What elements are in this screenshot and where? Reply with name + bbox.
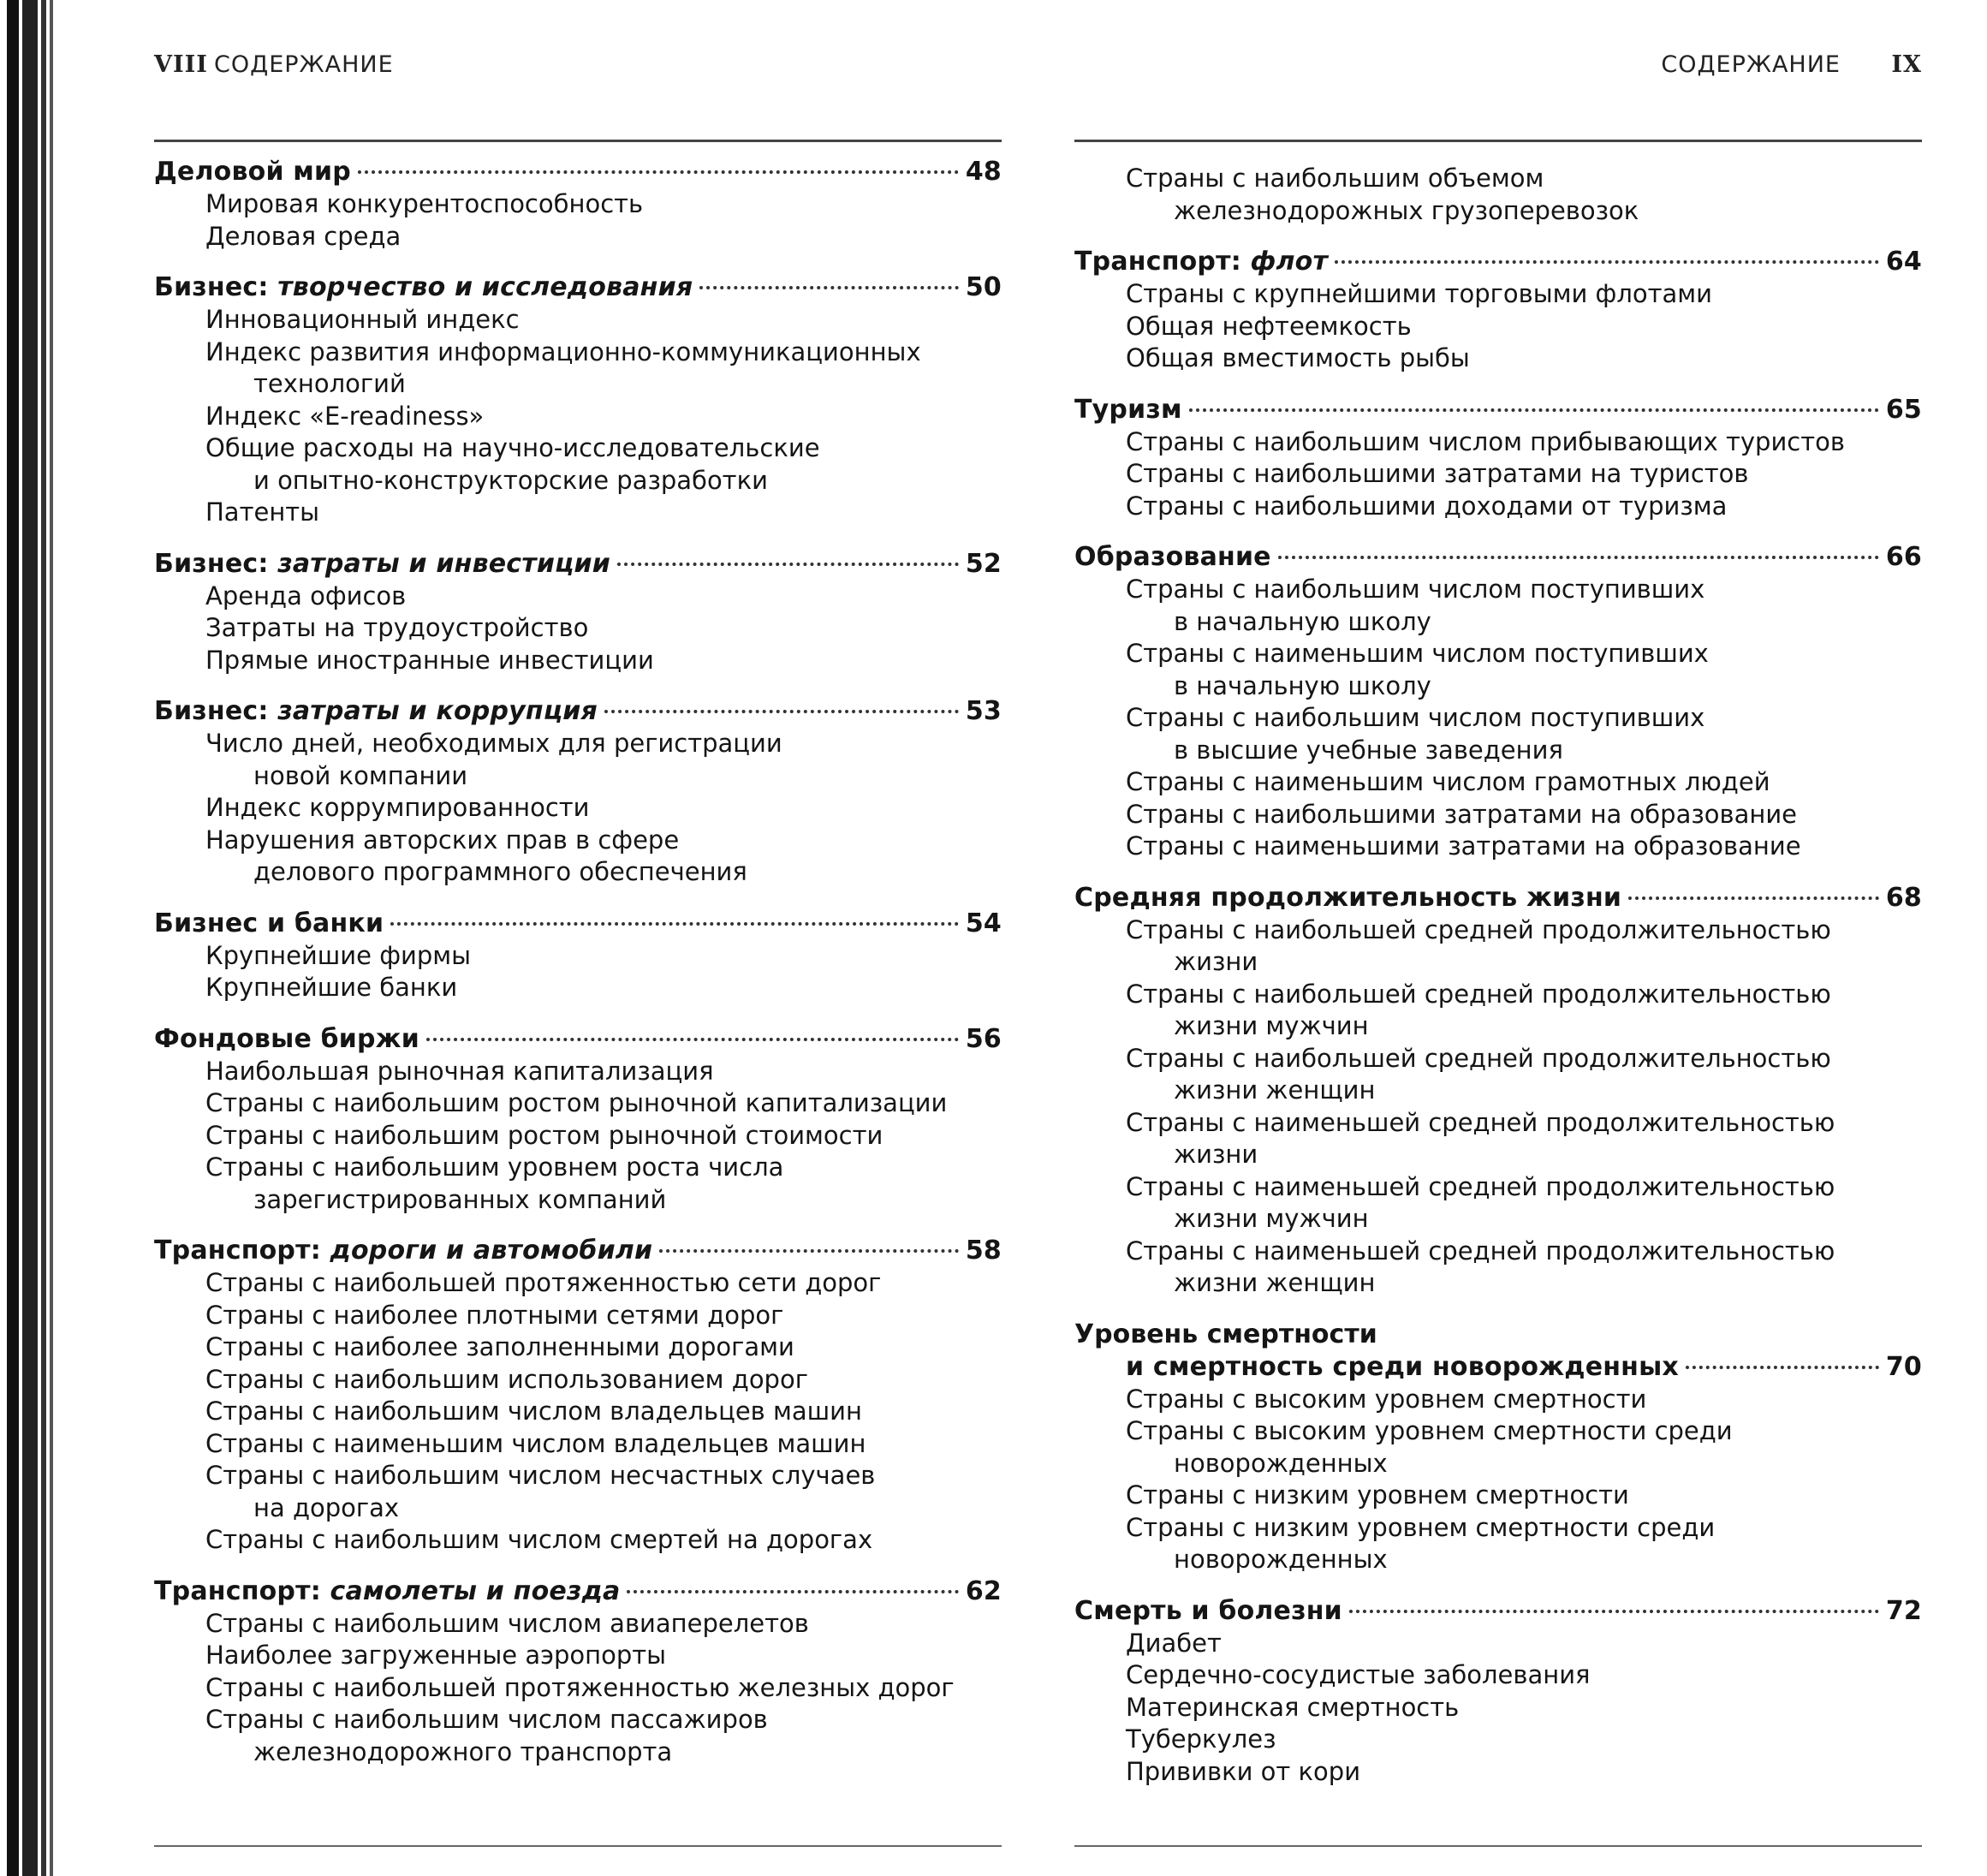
item-line: Наибольшая рыночная капитализация bbox=[205, 1056, 714, 1086]
item-line: зарегистрированных компаний bbox=[253, 1184, 667, 1214]
item-line: Индекс развития информационно-коммуникационных bbox=[205, 336, 921, 366]
page-ref: 62 bbox=[965, 1575, 1002, 1606]
toc-item bbox=[205, 1152, 1002, 1216]
section-items bbox=[1074, 1628, 1922, 1789]
section-title bbox=[154, 1575, 1002, 1608]
toc-item bbox=[1126, 491, 1922, 523]
toc-item bbox=[205, 792, 1002, 825]
toc-section bbox=[1074, 1319, 1922, 1576]
section-title-text bbox=[154, 271, 693, 304]
item-line: Страны с наименьшим числом грамотных людей bbox=[1126, 767, 1770, 796]
section-title-line: Уровень смертности bbox=[1074, 1319, 1377, 1349]
dot-leader bbox=[1278, 556, 1879, 559]
section-title-main: Смерть и болезни bbox=[1074, 1595, 1342, 1626]
item-line: Общая вместимость рыбы bbox=[1126, 343, 1470, 372]
item-line: технологий bbox=[253, 369, 406, 398]
item-line: в начальную школу bbox=[1174, 606, 1431, 636]
section-title bbox=[1074, 1351, 1922, 1384]
section-title-main: Транспорт: bbox=[1074, 247, 1251, 277]
item-line: Страны с наибольшим ростом рыночной капитализации bbox=[205, 1088, 948, 1117]
toc-item bbox=[205, 304, 1002, 336]
item-line: Число дней, необходимых для регистрации bbox=[205, 729, 782, 758]
section-title bbox=[1074, 246, 1922, 278]
page-ref: 54 bbox=[965, 908, 1002, 938]
toc-item bbox=[1126, 766, 1922, 799]
toc-item bbox=[1126, 1512, 1922, 1576]
page-ref: 66 bbox=[1885, 542, 1922, 572]
section-title-main: Образование bbox=[1074, 542, 1271, 572]
item-line: Страны с наибольшим числом авиаперелетов bbox=[205, 1608, 809, 1638]
page-ref: 56 bbox=[965, 1023, 1002, 1054]
dot-leader bbox=[604, 710, 959, 713]
item-line: Страны с высоким уровнем смертности среди bbox=[1126, 1416, 1733, 1445]
item-line: Страны с высоким уровнем смертности bbox=[1126, 1384, 1647, 1414]
toc-item bbox=[205, 1300, 1002, 1332]
toc-item bbox=[1126, 278, 1922, 311]
toc-section bbox=[1074, 541, 1922, 863]
section-title-italic: творчество и исследования bbox=[277, 272, 693, 302]
dot-leader bbox=[627, 1590, 958, 1593]
page-ref: 48 bbox=[965, 157, 1002, 187]
item-line: Страны с наибольшим числом несчастных случаев bbox=[205, 1461, 876, 1490]
toc-section bbox=[154, 695, 1002, 889]
toc-section bbox=[154, 1575, 1002, 1769]
section-title-main: и смертность среди новорожденных bbox=[1126, 1351, 1679, 1382]
toc-item bbox=[205, 1428, 1002, 1461]
toc-item bbox=[1126, 1043, 1922, 1107]
bottom-rule bbox=[1074, 1845, 1922, 1847]
item-line: Наиболее загруженные аэропорты bbox=[205, 1641, 667, 1670]
continued-item bbox=[1074, 163, 1922, 227]
section-title-text bbox=[1126, 1351, 1679, 1384]
item-line: Затраты на трудоустройство bbox=[205, 613, 589, 642]
book-binding bbox=[0, 0, 62, 1876]
page-ref: 58 bbox=[965, 1236, 1002, 1266]
item-line: в начальную школу bbox=[1174, 670, 1431, 700]
toc-section bbox=[1074, 246, 1922, 375]
toc-item bbox=[1126, 638, 1922, 702]
section-title-main: Бизнес и банки bbox=[154, 908, 384, 938]
section-title-text bbox=[1074, 394, 1182, 426]
toc-item bbox=[1126, 1692, 1922, 1724]
section-title-text bbox=[154, 156, 351, 188]
running-header: СОДЕРЖАНИЕ bbox=[1661, 51, 1841, 78]
item-line: Диабет bbox=[1126, 1628, 1222, 1658]
section-title-main: Средняя продолжительность жизни bbox=[1074, 882, 1622, 913]
toc-item bbox=[1126, 799, 1922, 831]
item-line: Страны с наименьшим числом поступивших bbox=[1126, 639, 1709, 668]
item-line: Страны с наибольшими доходами от туризма bbox=[1126, 491, 1728, 521]
page-ref: 64 bbox=[1885, 247, 1922, 277]
toc-item bbox=[205, 188, 1002, 221]
dot-leader bbox=[1189, 408, 1879, 412]
item-line: Страны с крупнейшими торговыми флотами bbox=[1126, 279, 1712, 308]
item-line: новой компании bbox=[253, 760, 468, 790]
section-items bbox=[1074, 278, 1922, 375]
item-line: Общие расходы на научно-исследовательские bbox=[205, 433, 820, 462]
item-line: Страны с наиболее плотными сетями дорог bbox=[205, 1300, 784, 1330]
toc-item bbox=[205, 645, 1002, 677]
item-line: Материнская смертность bbox=[1126, 1692, 1460, 1722]
item-line: Сердечно-сосудистые заболевания bbox=[1126, 1660, 1591, 1689]
toc-item bbox=[1126, 1384, 1922, 1416]
toc-item bbox=[205, 1056, 1002, 1088]
item-line: Прямые иностранные инвестиции bbox=[205, 645, 654, 675]
item-line: Страны с наибольшим использованием дорог bbox=[205, 1364, 808, 1394]
page-ref: 65 bbox=[1885, 394, 1922, 425]
item-line: жизни мужчин bbox=[1174, 1011, 1369, 1040]
item-line: Страны с низким уровнем смертности среди bbox=[1126, 1512, 1716, 1542]
item-line: Страны с наиболее заполненными дорогами bbox=[205, 1332, 794, 1361]
toc-section bbox=[154, 1235, 1002, 1557]
page-ref: 53 bbox=[965, 696, 1002, 726]
toc-item bbox=[205, 1640, 1002, 1672]
section-title bbox=[154, 1235, 1002, 1267]
section-items bbox=[154, 1608, 1002, 1769]
item-line: Страны с наибольшим числом смертей на дорогах bbox=[205, 1525, 873, 1554]
item-line: Страны с наибольшим ростом рыночной стоимости bbox=[205, 1120, 883, 1150]
section-title-main: Транспорт: bbox=[154, 1236, 330, 1266]
toc-item bbox=[1126, 1236, 1922, 1300]
section-title bbox=[154, 1023, 1002, 1056]
item-line: Страны с наибольшей протяженностью сети дорог bbox=[205, 1268, 882, 1297]
toc-item bbox=[205, 1331, 1002, 1364]
section-title-italic: флот bbox=[1250, 247, 1329, 277]
section-title-main: Бизнес: bbox=[154, 696, 278, 726]
toc-item bbox=[1126, 914, 1922, 979]
item-line: Аренда офисов bbox=[205, 581, 407, 610]
item-line: жизни bbox=[1174, 947, 1258, 976]
section-items bbox=[154, 581, 1002, 677]
item-line: железнодорожных грузоперевозок bbox=[1174, 195, 1639, 225]
section-items bbox=[154, 1056, 1002, 1217]
toc-section bbox=[154, 271, 1002, 529]
toc-item bbox=[1126, 1724, 1922, 1756]
top-rule bbox=[1074, 140, 1922, 142]
section-title bbox=[1074, 882, 1922, 914]
item-line: Деловая среда bbox=[205, 221, 402, 251]
item-line: Страны с наибольшими затратами на туристов bbox=[1126, 459, 1749, 488]
section-title-main: Деловой мир bbox=[154, 157, 351, 187]
page-ref: 72 bbox=[1885, 1595, 1922, 1626]
toc-item bbox=[205, 1672, 1002, 1705]
dot-leader bbox=[659, 1249, 959, 1253]
toc-item bbox=[205, 497, 1002, 529]
item-line: Общая нефтеемкость bbox=[1126, 311, 1412, 341]
toc-item bbox=[1126, 1756, 1922, 1789]
item-line: Страны с наименьшей средней продолжительностью bbox=[1126, 1171, 1835, 1201]
item-line: новорожденных bbox=[1174, 1448, 1388, 1478]
section-title bbox=[1074, 394, 1922, 426]
item-line: жизни мужчин bbox=[1174, 1204, 1369, 1233]
toc-section bbox=[1074, 882, 1922, 1300]
item-line: Страны с наибольшей средней продолжительностью bbox=[1126, 914, 1831, 944]
right-page-header bbox=[1074, 51, 1922, 86]
dot-leader bbox=[617, 563, 959, 566]
toc-item bbox=[1126, 311, 1922, 343]
item-line: Страны с наибольшим уровнем роста числа bbox=[205, 1152, 784, 1182]
toc-item bbox=[205, 432, 1002, 497]
section-title-text bbox=[1074, 541, 1271, 574]
item-line: Прививки от кори bbox=[1126, 1756, 1361, 1786]
toc-section bbox=[154, 548, 1002, 677]
section-title-text bbox=[1074, 882, 1621, 914]
section-title-text bbox=[154, 548, 610, 581]
right-page bbox=[1074, 0, 1922, 1876]
page-ref: 52 bbox=[965, 548, 1002, 579]
item-line: Страны с наименьшим числом владельцев машин bbox=[205, 1428, 866, 1458]
item-line: жизни женщин bbox=[1174, 1268, 1376, 1297]
section-title-text bbox=[1074, 246, 1328, 278]
toc-right bbox=[1074, 163, 1922, 1807]
toc-item bbox=[205, 1460, 1002, 1524]
section-items bbox=[1074, 574, 1922, 863]
toc-item bbox=[1126, 426, 1922, 459]
section-items bbox=[154, 1267, 1002, 1557]
item-line: Страны с низким уровнем смертности bbox=[1126, 1480, 1629, 1510]
item-line: новорожденных bbox=[1174, 1545, 1388, 1574]
toc-item bbox=[205, 1396, 1002, 1428]
toc-left bbox=[154, 156, 1002, 1787]
dot-leader bbox=[1349, 1610, 1879, 1613]
item-line: Страны с наибольшим объемом bbox=[1126, 164, 1544, 193]
toc-item bbox=[1126, 979, 1922, 1043]
section-title-main: Бизнес: bbox=[154, 548, 278, 579]
toc-section bbox=[1074, 1595, 1922, 1789]
top-rule bbox=[154, 140, 1002, 142]
item-line: Индекс «E-readiness» bbox=[205, 401, 485, 431]
section-title bbox=[1074, 541, 1922, 574]
item-line: Патенты bbox=[205, 497, 320, 527]
item-line: Страны с наибольшим числом пассажиров bbox=[205, 1705, 768, 1734]
page-ref: 68 bbox=[1885, 882, 1922, 913]
section-title bbox=[154, 271, 1002, 304]
section-title-text bbox=[154, 1235, 652, 1267]
section-items bbox=[1074, 1384, 1922, 1576]
toc-item bbox=[1126, 1659, 1922, 1692]
item-line: Страны с наибольшей протяженностью железных дорог bbox=[205, 1672, 955, 1702]
toc-item bbox=[205, 1608, 1002, 1641]
toc-section bbox=[154, 908, 1002, 1004]
dot-leader bbox=[358, 170, 959, 174]
item-line: Индекс коррумпированности bbox=[205, 793, 590, 822]
toc-item bbox=[205, 336, 1002, 401]
toc-item bbox=[1126, 1628, 1922, 1660]
item-line: Страны с наибольшими затратами на образование bbox=[1126, 799, 1798, 829]
item-line: Страны с наименьшей средней продолжительностью bbox=[1126, 1236, 1835, 1266]
toc-item bbox=[1126, 702, 1922, 766]
toc-item bbox=[205, 1087, 1002, 1120]
dot-leader bbox=[1628, 896, 1879, 900]
section-title bbox=[1074, 1595, 1922, 1628]
item-line: железнодорожного транспорта bbox=[253, 1736, 673, 1766]
toc-item bbox=[205, 1120, 1002, 1152]
toc-item bbox=[205, 581, 1002, 613]
item-line: в высшие учебные заведения bbox=[1174, 735, 1563, 765]
toc-item bbox=[205, 972, 1002, 1004]
dot-leader bbox=[390, 922, 959, 926]
page-number: VIII bbox=[154, 51, 208, 78]
section-title-text bbox=[154, 695, 598, 728]
running-header: СОДЕРЖАНИЕ bbox=[214, 51, 394, 78]
dot-leader bbox=[1335, 260, 1879, 264]
bottom-rule bbox=[154, 1845, 1002, 1847]
item-line: Страны с наибольшим числом поступивших bbox=[1126, 703, 1705, 732]
item-line: Страны с наибольшим числом поступивших bbox=[1126, 575, 1705, 604]
item-line: Крупнейшие фирмы bbox=[205, 940, 472, 970]
toc-item bbox=[1126, 1480, 1922, 1512]
toc-item bbox=[1126, 458, 1922, 491]
item-line: Страны с наименьшей средней продолжительностью bbox=[1126, 1107, 1835, 1137]
toc-item bbox=[205, 1267, 1002, 1300]
toc-item bbox=[205, 1704, 1002, 1768]
toc-item bbox=[205, 401, 1002, 433]
section-items bbox=[154, 728, 1002, 889]
toc-item bbox=[1126, 1107, 1922, 1171]
dot-leader bbox=[699, 286, 959, 289]
item-line: и опытно-конструкторские разработки bbox=[253, 465, 768, 495]
toc-item bbox=[1126, 831, 1922, 863]
section-title-italic: самолеты и поезда bbox=[330, 1575, 621, 1606]
section-title-text bbox=[154, 1023, 419, 1056]
section-title bbox=[154, 908, 1002, 940]
section-title bbox=[154, 156, 1002, 188]
toc-section bbox=[154, 156, 1002, 253]
section-title-italic: затраты и инвестиции bbox=[277, 548, 610, 579]
page-ref: 50 bbox=[965, 272, 1002, 302]
section-title-main: Транспорт: bbox=[154, 1575, 330, 1606]
section-title bbox=[154, 695, 1002, 728]
section-title-text bbox=[1074, 1595, 1342, 1628]
toc-item bbox=[1126, 1171, 1922, 1236]
section-title-main: Фондовые биржи bbox=[154, 1023, 419, 1054]
item-line: на дорогах bbox=[253, 1492, 400, 1522]
item-line: Туберкулез bbox=[1126, 1724, 1276, 1754]
toc-item bbox=[205, 612, 1002, 645]
item-line: Мировая конкурентоспособность bbox=[205, 189, 644, 218]
item-line: жизни женщин bbox=[1174, 1075, 1376, 1105]
toc-item bbox=[1126, 1415, 1922, 1480]
section-title-main: Туризм bbox=[1074, 394, 1182, 425]
dot-leader bbox=[1686, 1366, 1879, 1369]
dot-leader bbox=[426, 1038, 959, 1041]
page-ref: 70 bbox=[1885, 1351, 1922, 1382]
toc-item bbox=[205, 940, 1002, 973]
item-line: Нарушения авторских прав в сфере bbox=[205, 825, 680, 855]
toc-item bbox=[1126, 574, 1922, 638]
item-line: Страны с наибольшей средней продолжительностью bbox=[1126, 1043, 1831, 1073]
item-line: делового программного обеспечения bbox=[253, 857, 747, 886]
item-line: Инновационный индекс bbox=[205, 305, 520, 334]
section-title bbox=[154, 548, 1002, 581]
toc-item bbox=[205, 221, 1002, 253]
item-line: Страны с наибольшей средней продолжительностью bbox=[1126, 979, 1831, 1009]
section-title-italic: дороги и автомобили bbox=[330, 1236, 653, 1266]
item-line: Страны с наименьшими затратами на образование bbox=[1126, 831, 1801, 861]
section-items bbox=[154, 940, 1002, 1004]
page-number: IX bbox=[1891, 51, 1922, 78]
item-line: Крупнейшие банки bbox=[205, 973, 458, 1002]
toc-item bbox=[205, 1524, 1002, 1557]
section-title-text bbox=[154, 908, 384, 940]
toc-section bbox=[1074, 394, 1922, 523]
toc-item bbox=[205, 728, 1002, 792]
item-line: жизни bbox=[1174, 1140, 1258, 1169]
item-line: Страны с наибольшим числом прибывающих туристов bbox=[1126, 426, 1845, 456]
toc-section bbox=[154, 1023, 1002, 1217]
toc-item bbox=[205, 825, 1002, 889]
section-title-italic: затраты и коррупция bbox=[277, 696, 598, 726]
left-page bbox=[154, 0, 1002, 1876]
section-items bbox=[1074, 914, 1922, 1300]
section-items bbox=[154, 188, 1002, 253]
toc-item bbox=[205, 1364, 1002, 1397]
toc-item bbox=[1126, 342, 1922, 375]
section-items bbox=[1074, 426, 1922, 523]
section-items bbox=[154, 304, 1002, 529]
item-line: Страны с наибольшим числом владельцев машин bbox=[205, 1397, 862, 1426]
left-page-header bbox=[154, 51, 1002, 86]
section-title-text bbox=[154, 1575, 620, 1608]
section-title-main: Бизнес: bbox=[154, 272, 278, 302]
